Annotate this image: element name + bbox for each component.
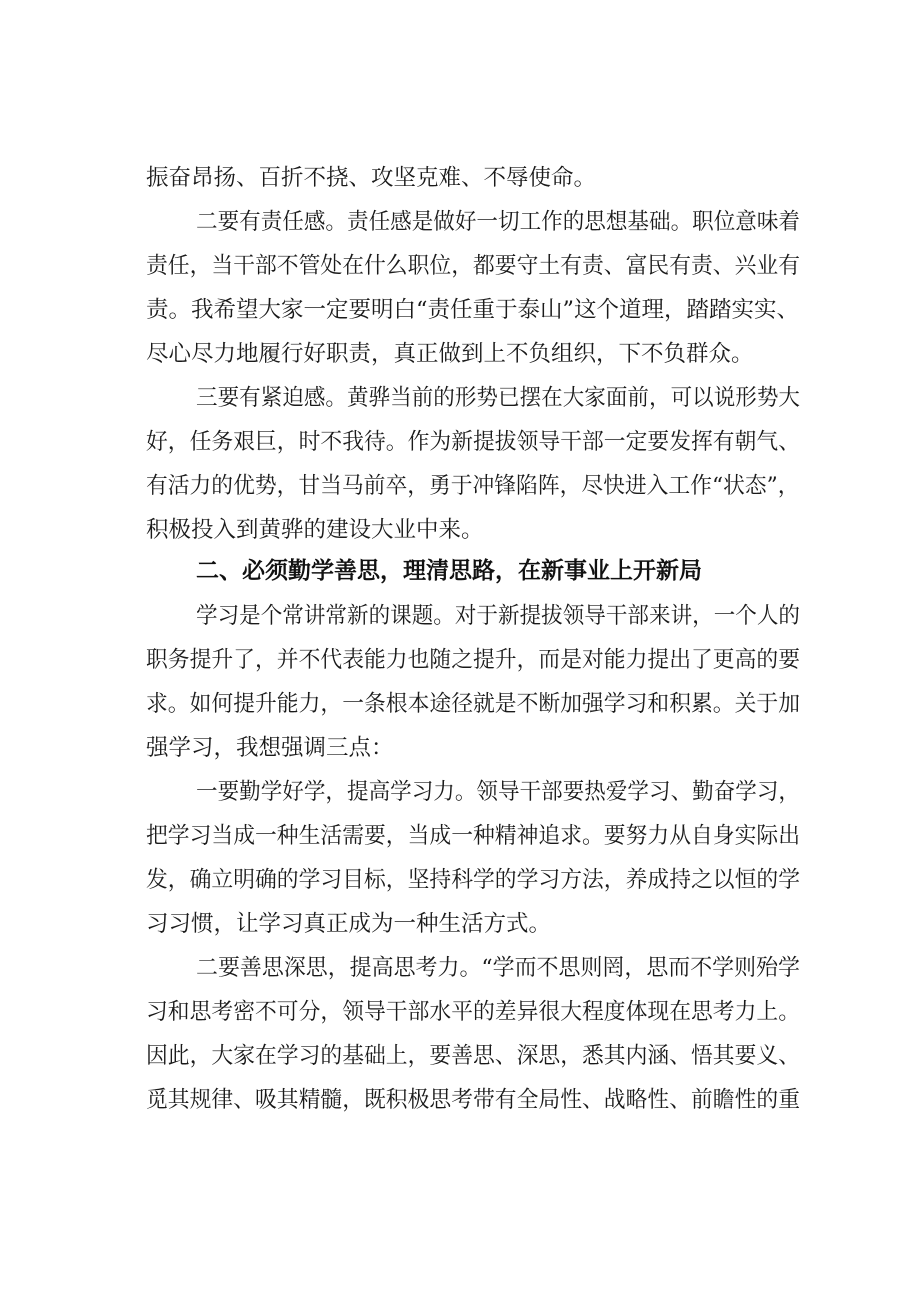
paragraph-line: 习习惯，让学习真正成为一种生活方式。: [146, 911, 552, 937]
paragraph-line: 强学习，我想强调三点：: [146, 735, 394, 761]
paragraph-line: 振奋昂扬、百折不挠、攻坚克难、不辱使命。: [146, 165, 597, 191]
paragraph-line: 职务提升了，并不代表能力也随之提升，而是对能力提出了更高的要: [146, 647, 801, 673]
paragraph-line: 尽心尽力地履行好职责，真正做到上不负组织，下不负群众。: [146, 341, 754, 367]
paragraph-line: 好，任务艰巨，时不我待。作为新提拔领导干部一定要发挥有朝气、: [146, 429, 801, 455]
paragraph-line: 二要有责任感。责任感是做好一切工作的思想基础。职位意味着: [196, 209, 801, 235]
paragraph-line: 责。我希望大家一定要明白“责任重于泰山”这个道理，踏踏实实、: [146, 297, 800, 323]
section-heading: 二、必须勤学善思，理清思路，在新事业上开新局: [196, 558, 702, 584]
paragraph-line: 一要勤学好学，提高学习力。领导干部要热爱学习、勤奋学习，: [196, 779, 801, 805]
paragraph-line: 觅其规律、吸其精髓，既积极思考带有全局性、战略性、前瞻性的重: [146, 1087, 801, 1113]
paragraph-line: 把学习当成一种生活需要，当成一种精神追求。要努力从自身实际出: [146, 823, 801, 849]
paragraph-line: 有活力的优势，甘当马前卒，勇于冲锋陷阵，尽快进入工作“状态”，: [146, 473, 800, 499]
paragraph-line: 责任，当干部不管处在什么职位，都要守土有责、富民有责、兴业有: [146, 253, 801, 279]
paragraph-line: 求。如何提升能力，一条根本途径就是不断加强学习和积累。关于加: [146, 691, 801, 717]
paragraph-line: 习和思考密不可分，领导干部水平的差异很大程度体现在思考力上。: [146, 999, 801, 1025]
paragraph-line: 学习是个常讲常新的课题。对于新提拔领导干部来讲，一个人的: [196, 603, 801, 629]
paragraph-line: 因此，大家在学习的基础上，要善思、深思，悉其内涵、悟其要义、: [146, 1043, 801, 1069]
paragraph-line: 三要有紧迫感。黄骅当前的形势已摆在大家面前，可以说形势大: [196, 385, 801, 411]
paragraph-line: 二要善思深思，提高思考力。“学而不思则罔，思而不学则殆学: [196, 955, 801, 981]
paragraph-line: 发，确立明确的学习目标，坚持科学的学习方法，养成持之以恒的学: [146, 867, 801, 893]
paragraph-line: 积极投入到黄骅的建设大业中来。: [146, 517, 484, 543]
